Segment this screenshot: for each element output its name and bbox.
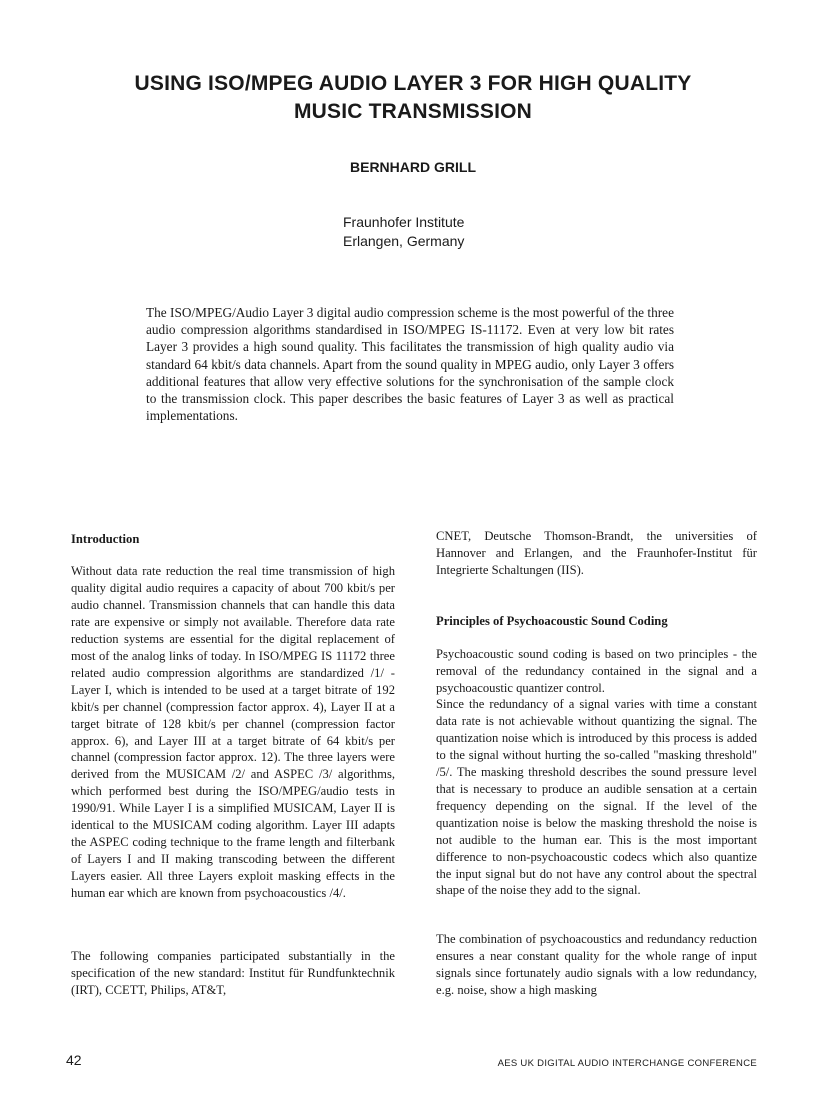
- affiliation-location: Erlangen, Germany: [343, 233, 465, 249]
- abstract: The ISO/MPEG/Audio Layer 3 digital audio compression scheme is the most powerful of the three audio compression algorithms standardised in ISO/MPEG IS-11172. Even at very low bit rates Layer 3 provides a high sound quality. This facilitates the transmission of high quality audio via standard 64 kbit/s data channels. Apart from the sound quality in MPEG audio, only Layer 3 offers additional features that allow very effective solutions for the synchronisation of the sample clock to the transmission clock. This paper describes the basic features of Layer 3 as well as practical implementations.: [146, 305, 674, 424]
- intro-continuation: CNET, Deutsche Thomson-Brandt, the universities of Hannover and Erlangen, and the Fraunhofer-Institut für Integrierte Schaltungen (IIS).: [436, 529, 757, 577]
- affiliation: [343, 213, 464, 251]
- section-heading-psychoacoustic: Principles of Psychoacoustic Sound Coding: [436, 614, 668, 628]
- intro-paragraph-1: Without data rate reduction the real time transmission of high quality digital audio requires a capacity of about 700 kbit/s per audio channel. Transmission channels that can handle this data rate are expensive or simply not available. Therefore data rate reduction systems are essential for the digital replacement of most of the analog links of today. In ISO/MPEG IS 11172 three related audio compression algorithms are standardized /1/ - Layer I, which is intended to be used at a target bitrate of 192 kbit/s per channel (compression factor approx. 4), Layer II at a target bitrate of 128 kbit/s per channel (compression factor approx. 6), and Layer III at a target bitrate of 64 kbit/s per channel (compression factor approx. 12). The three layers were derived from the MUSICAM /2/ and ASPEC /3/ algorithms, which performed best during the ISO/MPEG/audio tests in 1990/91. While Layer I is a simplified MUSICAM, Layer II is identical to the MUSICAM coding algorithm. Layer III adapts the ASPEC coding technique to the frame length and filterbank of Layers I and II making transcoding between the different Layers easier. All three Layers exploit masking effects in the human ear which are known from psychoacoustics /4/.: [71, 564, 395, 901]
- paper-title: [60, 70, 766, 126]
- title-line-1: USING ISO/MPEG AUDIO LAYER 3 FOR HIGH QUALITY: [134, 72, 692, 95]
- psycho-paragraph-2: Since the redundancy of a signal varies with time a constant data rate is not achievable without quantizing the signal. The quantization noise which is introduced by this process is added to the signal without hurting the so-called "masking threshold" /5/. The masking threshold describes the sound pressure level that is necessary to produce an audible sensation at a certain frequency depending on the signal. If the level of the quantization noise is below the masking threshold the noise is not audible to the human ear. This is the most important difference to non-psychoacoustic codecs which also quantize the input signal but do not have any control about the spectral shape of the noise they add to the signal.: [436, 697, 757, 898]
- title-line-2: MUSIC TRANSMISSION: [293, 100, 533, 123]
- author-name: BERNHARD GRILL: [350, 159, 476, 175]
- psycho-paragraph-1: Psychoacoustic sound coding is based on two principles - the removal of the redundancy contained in the signal and a psychoacoustic quantizer control.: [436, 647, 757, 695]
- affiliation-institute: Fraunhofer Institute: [343, 214, 465, 230]
- section-heading-introduction: Introduction: [71, 532, 140, 546]
- psycho-paragraph-3: The combination of psychoacoustics and redundancy reduction ensures a near constant quality for the whole range of input signals since fortunately audio signals with a low redundancy, e.g. noise, show a high masking: [436, 932, 757, 997]
- running-footer: AES UK DIGITAL AUDIO INTERCHANGE CONFERENCE: [497, 1058, 757, 1069]
- page-number: 42: [66, 1052, 82, 1068]
- intro-paragraph-2: The following companies participated substantially in the specification of the new standard: Institut für Rundfunktechnik (IRT), CCETT, Philips, AT&T,: [71, 949, 395, 997]
